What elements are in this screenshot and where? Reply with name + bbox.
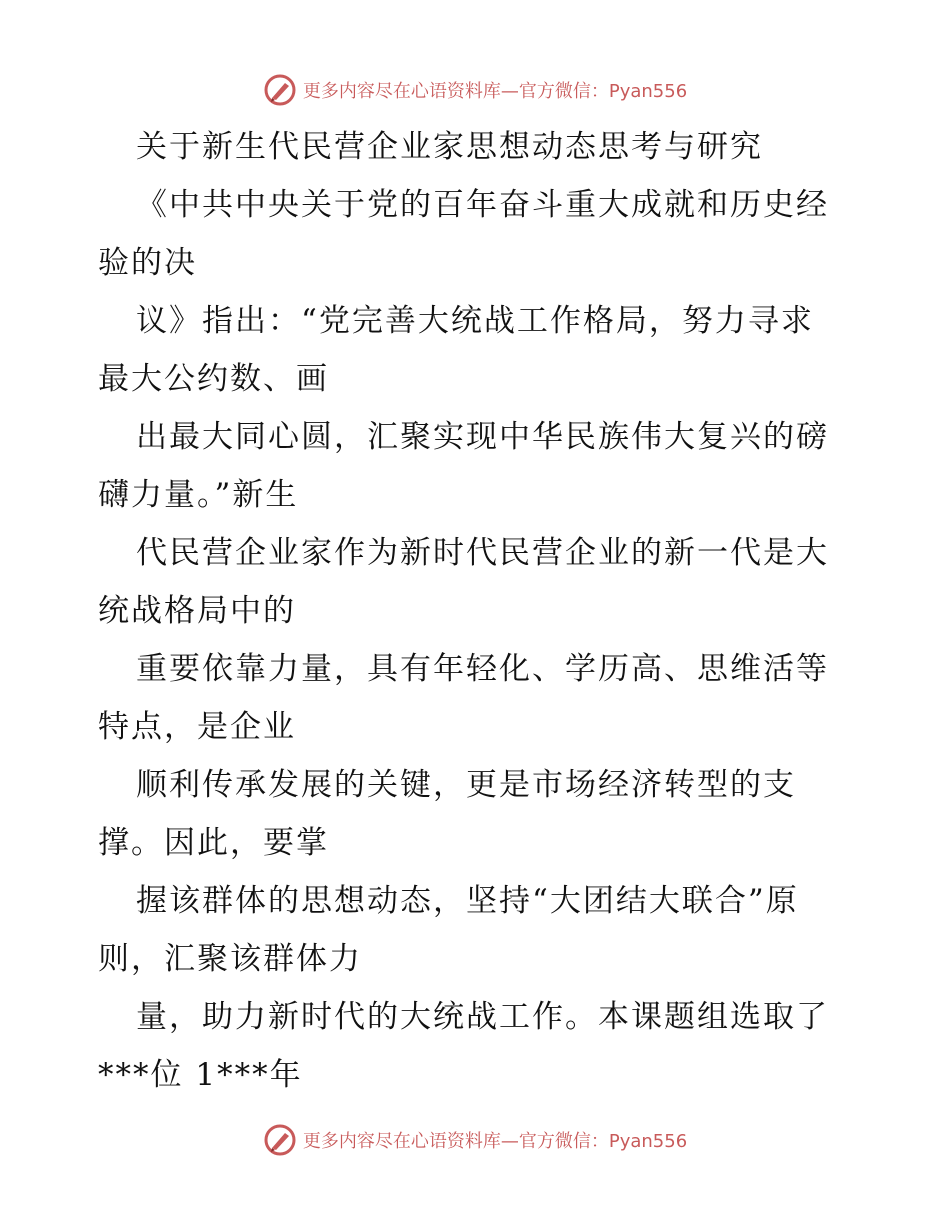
pen-logo-icon	[263, 73, 297, 107]
text-line: 最大公约数、画	[98, 361, 329, 397]
text-line: 验的决	[98, 245, 197, 281]
watermark-text: 更多内容尽在心语资料库—官方微信：Pyan556	[302, 81, 688, 102]
text-line: 议》指出：“党完善大统战工作格局，努力寻求	[136, 303, 814, 339]
text-line: 统战格局中的	[98, 593, 296, 629]
text-line: 则，汇聚该群体力	[98, 941, 362, 977]
pen-logo-icon	[263, 1123, 297, 1157]
text-line: 关于新生代民营企业家思想动态思考与研究	[136, 129, 763, 165]
text-line: 撑。因此，要掌	[98, 825, 329, 861]
text-line: 礴力量。”新生	[98, 477, 299, 513]
header-watermark	[0, 70, 950, 110]
text-line: 出最大同心圆，汇聚实现中华民族伟大复兴的磅	[136, 419, 829, 455]
text-line: 代民营企业家作为新时代民营企业的新一代是大	[136, 535, 829, 571]
text-line: 特点，是企业	[98, 709, 296, 745]
document-body	[98, 118, 858, 1104]
text-line: ***位 1***年	[98, 1057, 303, 1093]
text-line: 顺利传承发展的关键，更是市场经济转型的支	[136, 767, 796, 803]
text-line: 《中共中央关于党的百年奋斗重大成就和历史经	[136, 187, 829, 223]
text-line: 量，助力新时代的大统战工作。本课题组选取了	[136, 999, 829, 1035]
watermark-text: 更多内容尽在心语资料库—官方微信：Pyan556	[302, 1131, 688, 1152]
text-line: 重要依靠力量，具有年轻化、学历高、思维活等	[136, 651, 829, 687]
text-line: 握该群体的思想动态，坚持“大团结大联合”原	[136, 883, 799, 919]
footer-watermark	[0, 1120, 950, 1160]
